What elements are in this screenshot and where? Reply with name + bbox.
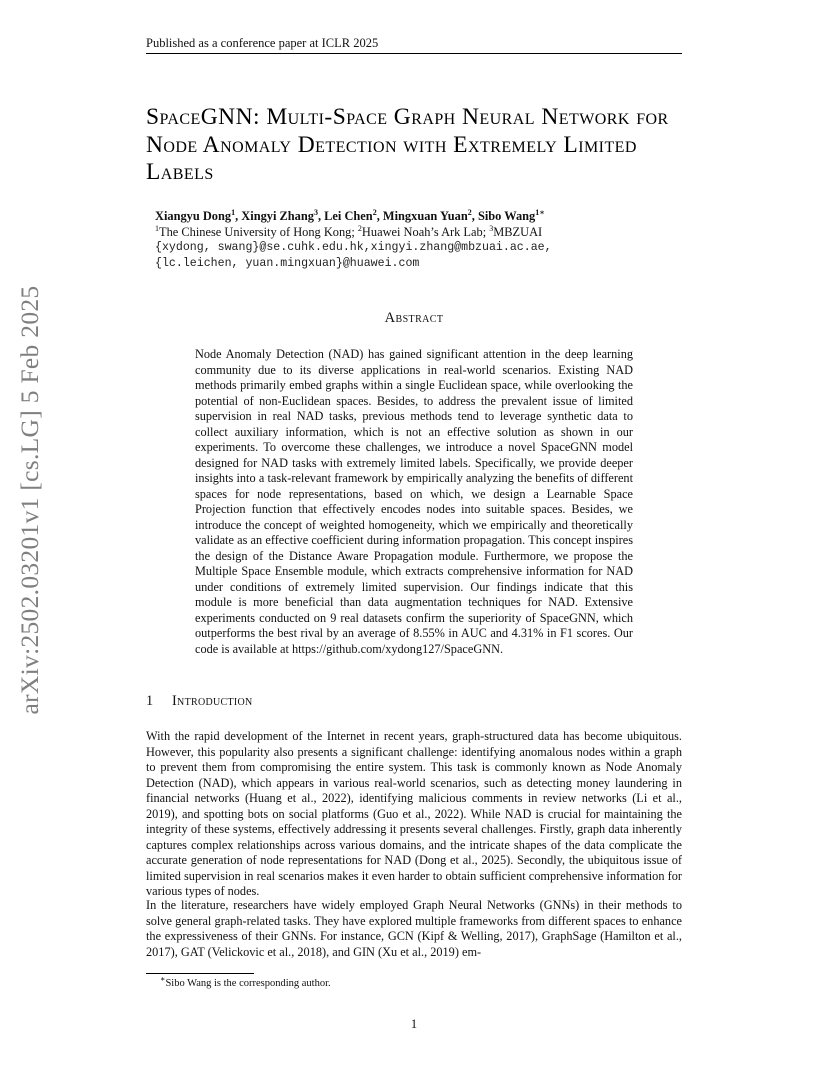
affiliation: MBZUAI (493, 224, 543, 239)
running-header: Published as a conference paper at ICLR 2025 (146, 36, 379, 50)
author-name: Xiangyu Dong (155, 209, 232, 223)
footnote (160, 974, 331, 989)
footnote-text: Sibo Wang is the corresponding author. (165, 978, 331, 989)
affiliation: The Chinese University of Hong Kong; (159, 224, 355, 239)
section-title: Introduction (172, 693, 253, 709)
affiliation-mark: 3 (313, 207, 318, 217)
body-paragraph: In the literature, researchers have widely employed Graph Neural Networks (GNNs) in their methods to solve general graph-related tasks. They have explored multiple frameworks from different spaces to enhance the expressiveness of their GNNs. For instance, GCN (Kipf & Welling, 2017), GraphSage (Hamilton et al., 2017), GAT (Velickovic et al., 2018), and GIN (Xu et al., 2019) em- (146, 898, 682, 959)
author-name: Sibo Wang (477, 209, 536, 223)
author-emails: {lc.leichen, yuan.mingxuan}@huawei.com (155, 256, 420, 270)
arxiv-sidebar (0, 0, 60, 1072)
affiliation-mark: 2 (357, 223, 362, 233)
author-block (155, 209, 675, 271)
section-heading (146, 693, 253, 710)
affiliation-mark: 2 (372, 207, 377, 217)
footnote-mark: ∗ (160, 974, 166, 984)
affiliation-mark: 1 (231, 207, 236, 217)
affiliation-mark: 1∗ (535, 207, 545, 217)
affiliation: Huawei Noah’s Ark Lab; (361, 224, 487, 239)
abstract-text: Node Anomaly Detection (NAD) has gained significant attention in the deep learning community due to its diverse applications in real-world scenarios. Existing NAD methods primarily embed graphs within a single Euclidean space, while overlooking the potential of non-Euclidean spaces. Besides, to address the prevalent issue of limited supervision in real NAD tasks, previous methods tend to leverage synthetic data to collect auxiliary information, which is not an effective solution as shown in our experiments. To overcome these challenges, we introduce a novel SpaceGNN model designed for NAD tasks with extremely limited labels. Specifically, we provide deeper insights into a task-relevant framework by empirically analyzing the benefits of different spaces for node representations, based on which, we design a Learnable Space Projection function that effectively encodes nodes into suitable spaces. Besides, we introduce the concept of weighted homogeneity, which we empirically and theoretically validate as an effective coefficient during information propagation. This concept inspires the design of the Distance Aware Propagation module. Furthermore, we propose the Multiple Space Ensemble module, which extracts comprehensive information for NAD under conditions of extremely limited supervision. Our findings indicate that this module is more beneficial than data augmentation techniques for NAD. Extensive experiments conducted on 9 real datasets confirm the superiority of SpaceGNN, which outperforms the best rival by an average of 8.55% in AUC and 4.31% in F1 scores. Our code is available at https://github.com/xydong127/SpaceGNN. (195, 347, 633, 656)
author-name: Mingxuan Yuan (382, 209, 468, 223)
author-name: Xingyi Zhang (241, 209, 314, 223)
affiliations (155, 225, 675, 241)
header-rule (146, 53, 682, 54)
affiliation-mark: 2 (467, 207, 472, 217)
body-paragraph: With the rapid development of the Internet in recent years, graph-structured data has become ubiquitous. However, this popularity also presents a significant challenge: identifying anomalous nodes within a graph to prevent them from compromising the entire system. This task is commonly known as Node Anomaly Detection (NAD), which appears in various real-world scenarios, such as detecting money laundering in financial networks (Huang et al., 2022), identifying malicious comments in review networks (Li et al., 2019), and spotting bots on social platforms (Guo et al., 2022). While NAD is crucial for maintaining the integrity of these systems, effectively addressing it presents several challenges. Firstly, graph data inherently captures complex relationships across various domains, and the intricate shapes of the data complicate the accurate generation of node representations for NAD (Dong et al., 2025). Secondly, the ubiquitous issue of limited supervision in real scenarios makes it even harder to obtain sufficient comprehensive information for various types of nodes. (146, 729, 682, 898)
abstract-heading: Abstract (384, 310, 444, 326)
author-names: Xiangyu Dong$^1$, Xingyi Zhang$^3$, Lei Chen$^2$, Mingxuan Yuan$^2$, Sibo Wang$^{1∗}$ (155, 207, 545, 223)
author-emails: {xydong, swang}@se.cuhk.edu.hk,xingyi.zhang@mbzuai.ac.ae, (155, 241, 552, 254)
paper-title: SpaceGNN: Multi-Space Graph Neural Network for Node Anomaly Detection with Extremely Limited Labels (146, 104, 669, 185)
affiliation-mark: 3 (489, 223, 494, 233)
author-name: Lei Chen (324, 209, 373, 223)
page-number: 1 (410, 1017, 418, 1031)
section-number: 1 (146, 693, 154, 709)
affiliation-mark: 1 (155, 223, 159, 233)
arxiv-identifier[interactable]: arXiv:2502.03201v1 [cs.LG] 5 Feb 2025 (15, 285, 44, 715)
